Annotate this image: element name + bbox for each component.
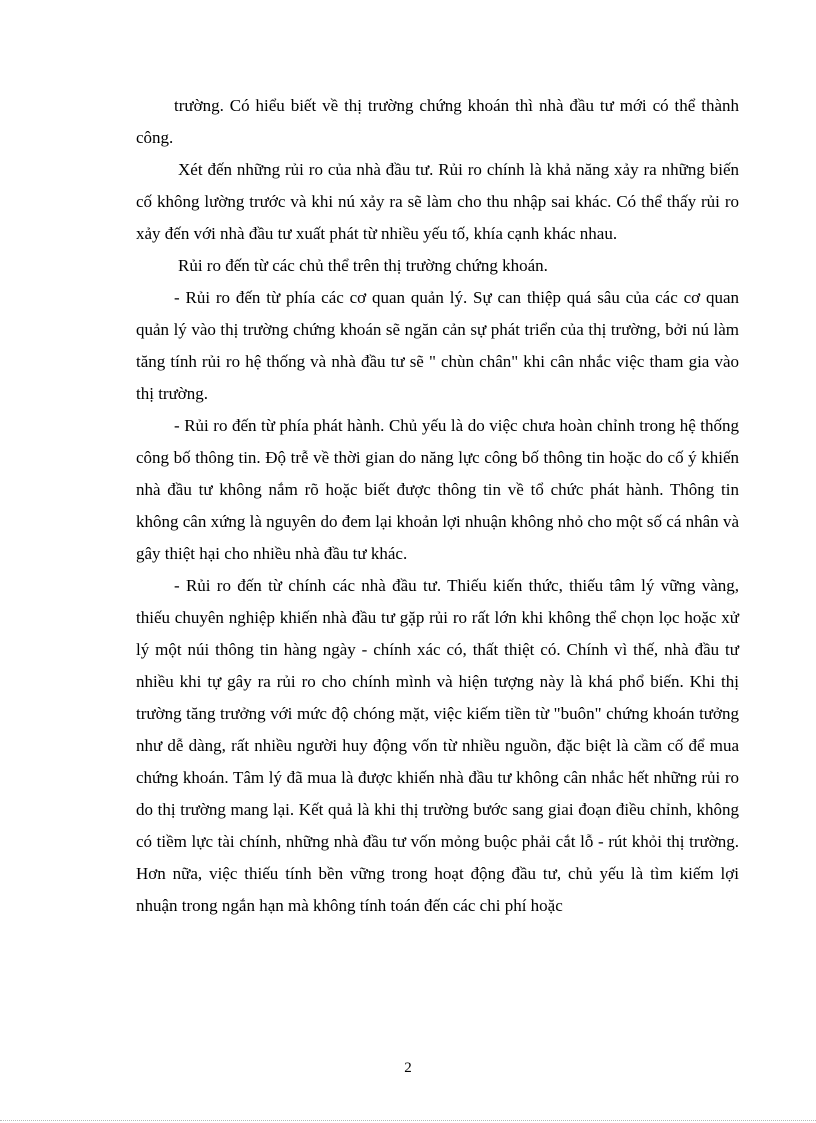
paragraph-issuer-risk: - Rủi ro đến từ phía phát hành. Chủ yếu là do việc chưa hoàn chỉnh trong hệ thống công bố thông tin. Độ trễ về thời gian do năng lực công bố thông tin hoặc do cố ý khiến nhà đầu tư không nắm rõ hoặc biết được thông tin về tổ chức phát hành. Thông tin không cân xứng là nguyên do đem lại khoản lợi nhuận không nhỏ cho một số cá nhân và gây thiệt hại cho nhiều nhà đầu tư khác. xyxy=(136,416,739,563)
paragraph-investor-self-risk: - Rủi ro đến từ chính các nhà đầu tư. Thiếu kiến thức, thiếu tâm lý vững vàng, thiếu chuyên nghiệp khiến nhà đầu tư gặp rủi ro rất lớn khi không thể chọn lọc hoặc xử lý một núi thông tin hàng ngày - chính xác có, thất thiệt có. Chính vì thế, nhà đầu tư nhiều khi tự gây ra rủi ro cho chính mình và hiện tượng này là khá phổ biến. Khi thị trường tăng trưởng với mức độ chóng mặt, việc kiếm tiền từ "buôn" chứng khoán tưởng như dễ dàng, rất nhiều người huy động vốn từ nhiều nguồn, đặc biệt là cầm cố để mua chứng khoán. Tâm lý đã mua là được khiến nhà đầu tư không cân nhắc hết những rủi ro do thị trường mang lại. Kết quả là khi thị trường bước sang giai đoạn điều chỉnh, không có tiềm lực tài chính, những nhà đầu tư vốn mỏng buộc phải cắt lỗ - rút khỏi thị trường. Hơn nữa, việc thiếu tính bền vững trong hoạt động đầu tư, chủ yếu là tìm kiếm lợi nhuận trong ngắn hạn mà không tính toán đến các chi phí hoặc xyxy=(136,576,739,915)
paragraph-regulator-risk: - Rủi ro đến từ phía các cơ quan quản lý. Sự can thiệp quá sâu của các cơ quan quản lý vào thị trường chứng khoán sẽ ngăn cản sự phát triển của thị trường, bởi nú làm tăng tính rủi ro hệ thống và nhà đầu tư sẽ " chùn chân" khi cân nhắc việc tham gia vào thị trường. xyxy=(136,288,739,403)
paragraph-market-participants: Rủi ro đến từ các chủ thể trên thị trường chứng khoán. xyxy=(178,256,548,275)
page-number: 2 xyxy=(404,1060,412,1076)
document-body xyxy=(136,90,739,922)
paragraph-market-knowledge: trường. Có hiểu biết về thị trường chứng khoán thì nhà đầu tư mới có thể thành công. xyxy=(136,96,739,147)
paragraph-investor-risks: Xét đến những rủi ro của nhà đầu tư. Rủi ro chính là khả năng xảy ra những biến cố không lường trước và khi nú xảy ra sẽ làm cho thu nhập sai khác. Có thể thấy rủi ro xảy đến với nhà đầu tư xuất phát từ nhiều yếu tố, khía cạnh khác nhau. xyxy=(136,160,739,243)
page-divider xyxy=(0,1120,816,1121)
